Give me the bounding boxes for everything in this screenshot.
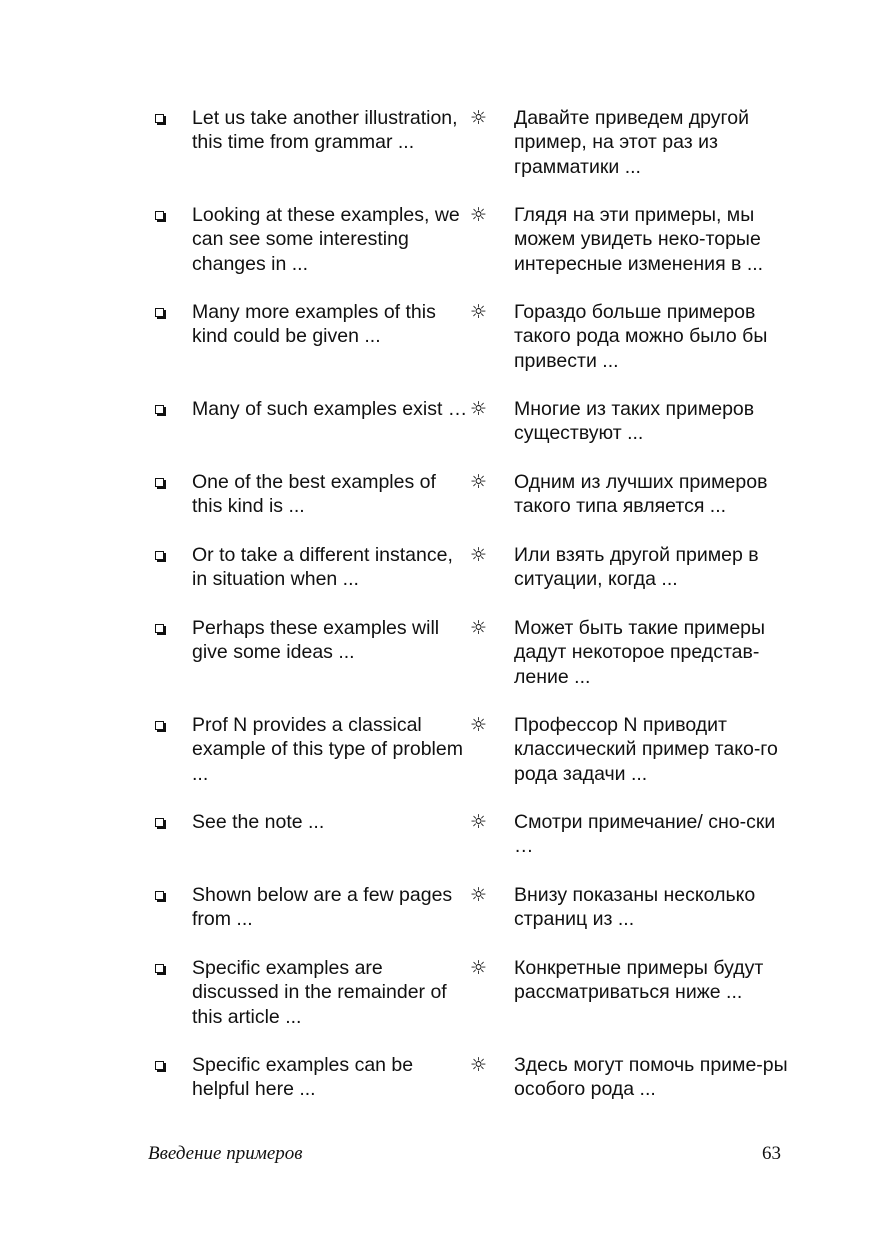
- checkbox-square-icon: [155, 891, 164, 900]
- sun-icon: ☼: [470, 1054, 488, 1076]
- sun-icon: ☼: [470, 714, 488, 736]
- sun-icon: ☼: [470, 617, 488, 639]
- english-phrase: Let us take another illustration, this time from grammar ...: [192, 107, 458, 154]
- russian-phrase: Может быть такие примеры дадут некоторое представ-ление ...: [514, 617, 766, 688]
- russian-phrase: Давайте приведем другой пример, на этот раз из грамматики ...: [514, 107, 749, 178]
- english-phrase: Specific examples are discussed in the remainder of this article ...: [192, 957, 447, 1028]
- sun-icon: ☼: [470, 107, 488, 129]
- sun-icon: ☼: [470, 301, 488, 323]
- checkbox-square-icon: [155, 964, 164, 973]
- sun-icon: ☼: [470, 957, 488, 979]
- russian-phrase: Конкретные примеры будут рассматриваться ниже ...: [514, 957, 764, 1004]
- english-phrase: Specific examples can be helpful here ...: [192, 1054, 414, 1101]
- list-item: [152, 106, 802, 203]
- list-item: [152, 1053, 802, 1126]
- sun-icon: ☼: [470, 398, 488, 420]
- russian-phrase: Глядя на эти примеры, мы можем увидеть неко-торые интересные изменения в ...: [514, 204, 764, 275]
- sun-icon: ☼: [470, 811, 488, 833]
- sun-icon: ☼: [470, 544, 488, 566]
- russian-phrase: Гораздо больше примеров такого рода можно было бы привести ...: [514, 301, 768, 372]
- sun-icon: ☼: [470, 884, 488, 906]
- english-phrase: Many more examples of this kind could be given ...: [192, 301, 436, 348]
- russian-phrase: Многие из таких примеров существуют ...: [514, 398, 755, 445]
- checkbox-square-icon: [155, 624, 164, 633]
- russian-phrase: Внизу показаны несколько страниц из ...: [514, 884, 756, 931]
- english-phrase: See the note ...: [192, 811, 325, 833]
- russian-phrase: Здесь могут помочь приме-ры особого рода ...: [514, 1054, 788, 1101]
- english-phrase: Perhaps these examples will give some ideas ...: [192, 617, 440, 664]
- sun-icon: ☼: [470, 204, 488, 226]
- checkbox-square-icon: [155, 405, 164, 414]
- checkbox-square-icon: [155, 1061, 164, 1070]
- checkbox-square-icon: [155, 721, 164, 730]
- russian-phrase: Или взять другой пример в ситуации, когда ...: [514, 544, 759, 591]
- russian-phrase: Смотри примечание/ сно-ски …: [514, 811, 776, 858]
- page-number: 63: [762, 1143, 781, 1164]
- list-item: [152, 956, 802, 1053]
- checkbox-square-icon: [155, 308, 164, 317]
- english-phrase: Or to take a different instance, in situation when ...: [192, 544, 453, 591]
- list-item: [152, 470, 802, 543]
- english-phrase: One of the best examples of this kind is ...: [192, 471, 436, 518]
- checkbox-square-icon: [155, 114, 164, 123]
- list-item: [152, 883, 802, 956]
- checkbox-square-icon: [155, 818, 164, 827]
- phrase-list: [152, 106, 802, 1126]
- russian-phrase: Профессор N приводит классический пример тако-го рода задачи ...: [514, 714, 778, 785]
- checkbox-square-icon: [155, 478, 164, 487]
- list-item: [152, 543, 802, 616]
- english-phrase: Prof N provides a classical example of this type of problem ...: [192, 714, 463, 785]
- checkbox-square-icon: [155, 211, 164, 220]
- list-item: [152, 203, 802, 300]
- list-item: [152, 810, 802, 883]
- running-footer-title: Введение примеров: [148, 1143, 303, 1164]
- list-item: [152, 713, 802, 810]
- checkbox-square-icon: [155, 551, 164, 560]
- english-phrase: Many of such examples exist …: [192, 398, 468, 420]
- russian-phrase: Одним из лучших примеров такого типа является ...: [514, 471, 768, 518]
- list-item: [152, 616, 802, 713]
- english-phrase: Looking at these examples, we can see some interesting changes in ...: [192, 204, 460, 275]
- list-item: [152, 397, 802, 470]
- english-phrase: Shown below are a few pages from ...: [192, 884, 453, 931]
- list-item: [152, 300, 802, 397]
- sun-icon: ☼: [470, 471, 488, 493]
